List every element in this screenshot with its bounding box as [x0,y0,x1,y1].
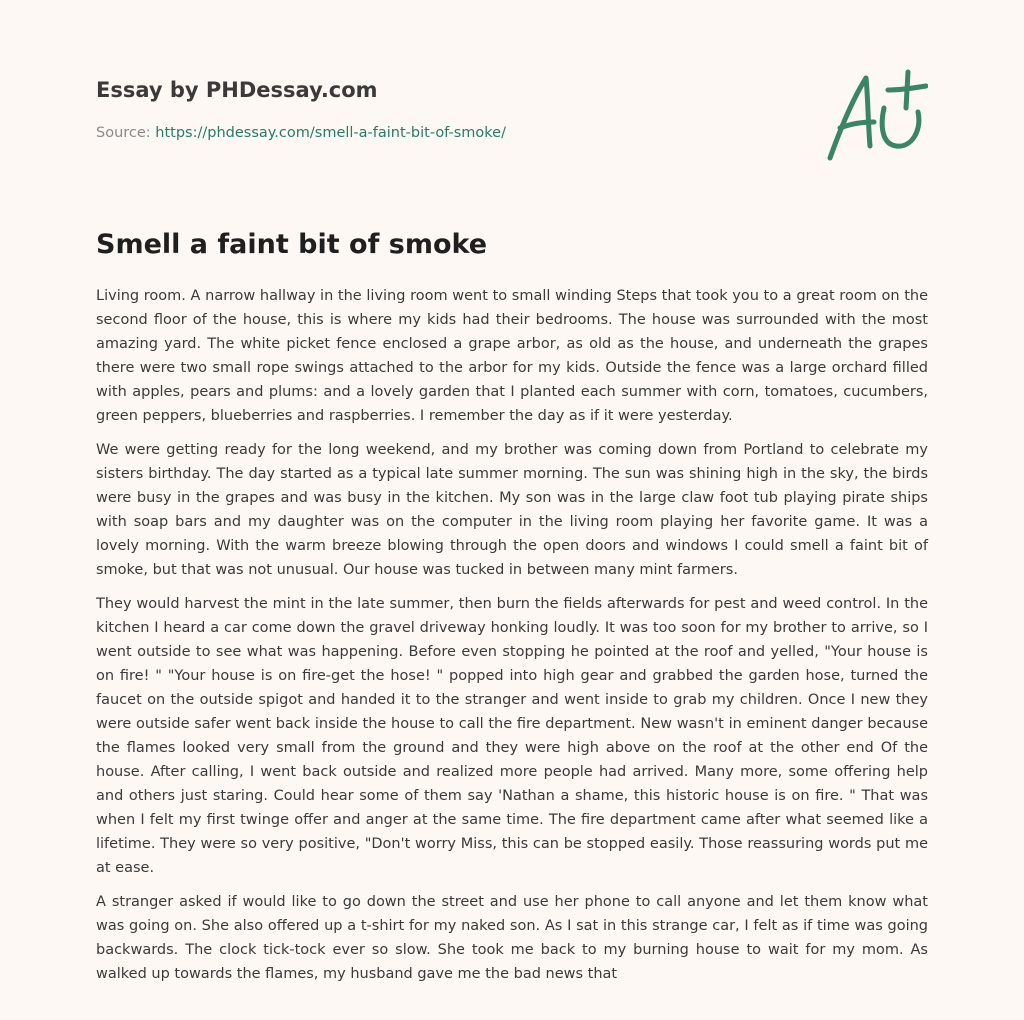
essay-header [96,76,796,104]
source-line [96,123,506,143]
essay-title: Smell a faint bit of smoke [96,229,488,260]
essay-paragraph: They would harvest the mint in the late summer, then burn the fields afterwards for pest and weed control. In the kitchen I heard a car come down the gravel driveway honking loudly. It was too soon for my brother to arrive, so I went outside to see what was happening. Before even stopping he pointed at the roof and yelled, "Your house is on fire! " "Your house is on fire-get the hose! " popped into high gear and grabbed the garden hose, turned the faucet on the outside spigot and handed it to the stranger and went inside to grab my children. Once I new they were outside safer went back inside the house to call the fire department. New wasn't in eminent danger because the flames looked very small from the ground and they were high above on the roof at the other end Of the house. After calling, I went back outside and realized more people had arrived. Many more, some offering help and others just staring. Could hear some of them say 'Nathan a shame, this historic house is on fire. " That was when I felt my first twinge offer and anger at the same time. The fire department came after what seemed like a lifetime. They were so very positive, "Don't worry Miss, this can be stopped easily. Those reassuring words put me at ease. [96,596,928,876]
site-brand: Essay by PHDessay.com [96,78,378,102]
source-link[interactable]: https://phdessay.com/smell-a-faint-bit-of-smoke/ [155,125,506,141]
a-plus-grade-icon [822,68,928,164]
essay-paragraph: A stranger asked if would like to go down the street and use her phone to call anyone and let them know what was going on. She also offered up a t-shirt for my naked son. As I sat in this strange car, I felt as if time was going backwards. The clock tick-tock ever so slow. She took me back to my burning house to wait for my mom. As walked up towards the flames, my husband gave me the bad news that [96,894,928,982]
essay-paragraph: We were getting ready for the long weekend, and my brother was coming down from Portland to celebrate my sisters birthday. The day started as a typical late summer morning. The sun was shining high in the sky, the birds were busy in the grapes and was busy in the kitchen. My son was in the large claw foot tub playing pirate ships with soap bars and my daughter was on the computer in the living room playing her favorite game. It was a lovely morning. With the warm breeze blowing through the open doors and windows I could smell a faint bit of smoke, but that was not unusual. Our house was tucked in between many mint farmers. [96,442,928,578]
essay-body [96,284,928,996]
essay-paragraph: Living room. A narrow hallway in the living room went to small winding Steps that took you to a great room on the second floor of the house, this is where my kids had their bedrooms. The house was surrounded with the most amazing yard. The white picket fence enclosed a grape arbor, as old as the house, and underneath the grapes there were two small rope swings attached to the arbor for my kids. Outside the fence was a large orchard filled with apples, pears and plums: and a lovely garden that I planted each summer with corn, tomatoes, cucumbers, green peppers, blueberries and raspberries. I remember the day as if it were yesterday. [96,288,928,424]
source-label: Source: [96,125,151,141]
